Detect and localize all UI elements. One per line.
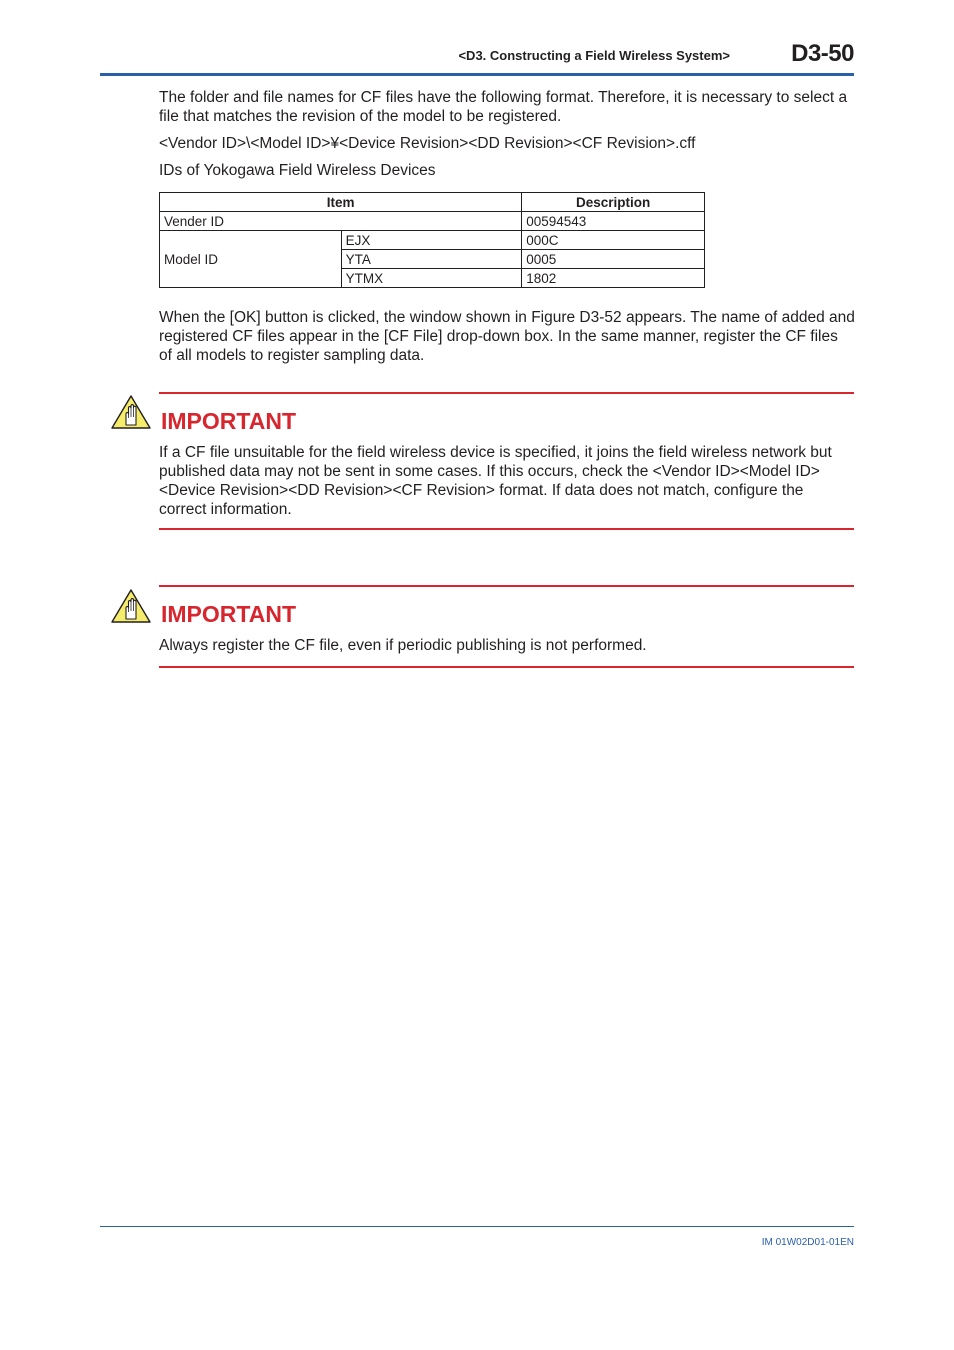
page-number: D3-50	[791, 40, 854, 67]
model-name: EJX	[341, 231, 522, 250]
document-code: IM 01W02D01-01EN	[761, 1237, 854, 1248]
important-title: IMPORTANT	[161, 408, 297, 434]
important-bottom-rule	[159, 666, 854, 668]
important-top-rule	[159, 392, 854, 394]
table-header-row	[160, 193, 705, 212]
header-description: Description	[522, 193, 705, 212]
important-title: IMPORTANT	[161, 601, 297, 627]
important-text: If a CF file unsuitable for the field wireless device is specified, it joins the field wireless network but published data may not be sent in some cases. If this occurs, check the <Vendor ID><Model ID><Device Revision><DD Revision><CF Revision> format. If data does not match, configure the correct information.	[159, 444, 832, 518]
intro-paragraph: The folder and file names for CF files have the following format. Therefore, it is necessary to select a file that matches the revision of the model to be registered.	[159, 89, 848, 125]
header-divider	[100, 73, 854, 76]
device-ids-table	[159, 192, 705, 288]
table-row	[160, 231, 705, 250]
file-format-line: <Vendor ID>\<Model ID>¥<Device Revision><DD Revision><CF Revision>.cff	[159, 135, 696, 152]
hand-warning-icon	[110, 588, 152, 624]
table-row	[160, 212, 705, 231]
model-id-label: Model ID	[160, 231, 342, 288]
model-name: YTMX	[341, 269, 522, 288]
important-bottom-rule	[159, 528, 854, 530]
vender-id-value: 00594543	[522, 212, 705, 231]
important-text: Always register the CF file, even if periodic publishing is not performed.	[159, 637, 647, 654]
important-top-rule	[159, 585, 854, 587]
model-value: 0005	[522, 250, 705, 269]
hand-warning-icon	[110, 394, 152, 430]
vender-id-label: Vender ID	[160, 212, 522, 231]
header-item: Item	[160, 193, 522, 212]
footer-divider	[100, 1226, 854, 1227]
model-value: 1802	[522, 269, 705, 288]
model-value: 000C	[522, 231, 705, 250]
chapter-title: <D3. Constructing a Field Wireless System>	[458, 48, 730, 63]
model-name: YTA	[341, 250, 522, 269]
after-table-paragraph: When the [OK] button is clicked, the window shown in Figure D3-52 appears. The name of added and registered CF files appear in the [CF File] drop-down box. In the same manner, register the CF files of all models to register sampling data.	[159, 309, 855, 364]
table-caption: IDs of Yokogawa Field Wireless Devices	[159, 162, 436, 179]
